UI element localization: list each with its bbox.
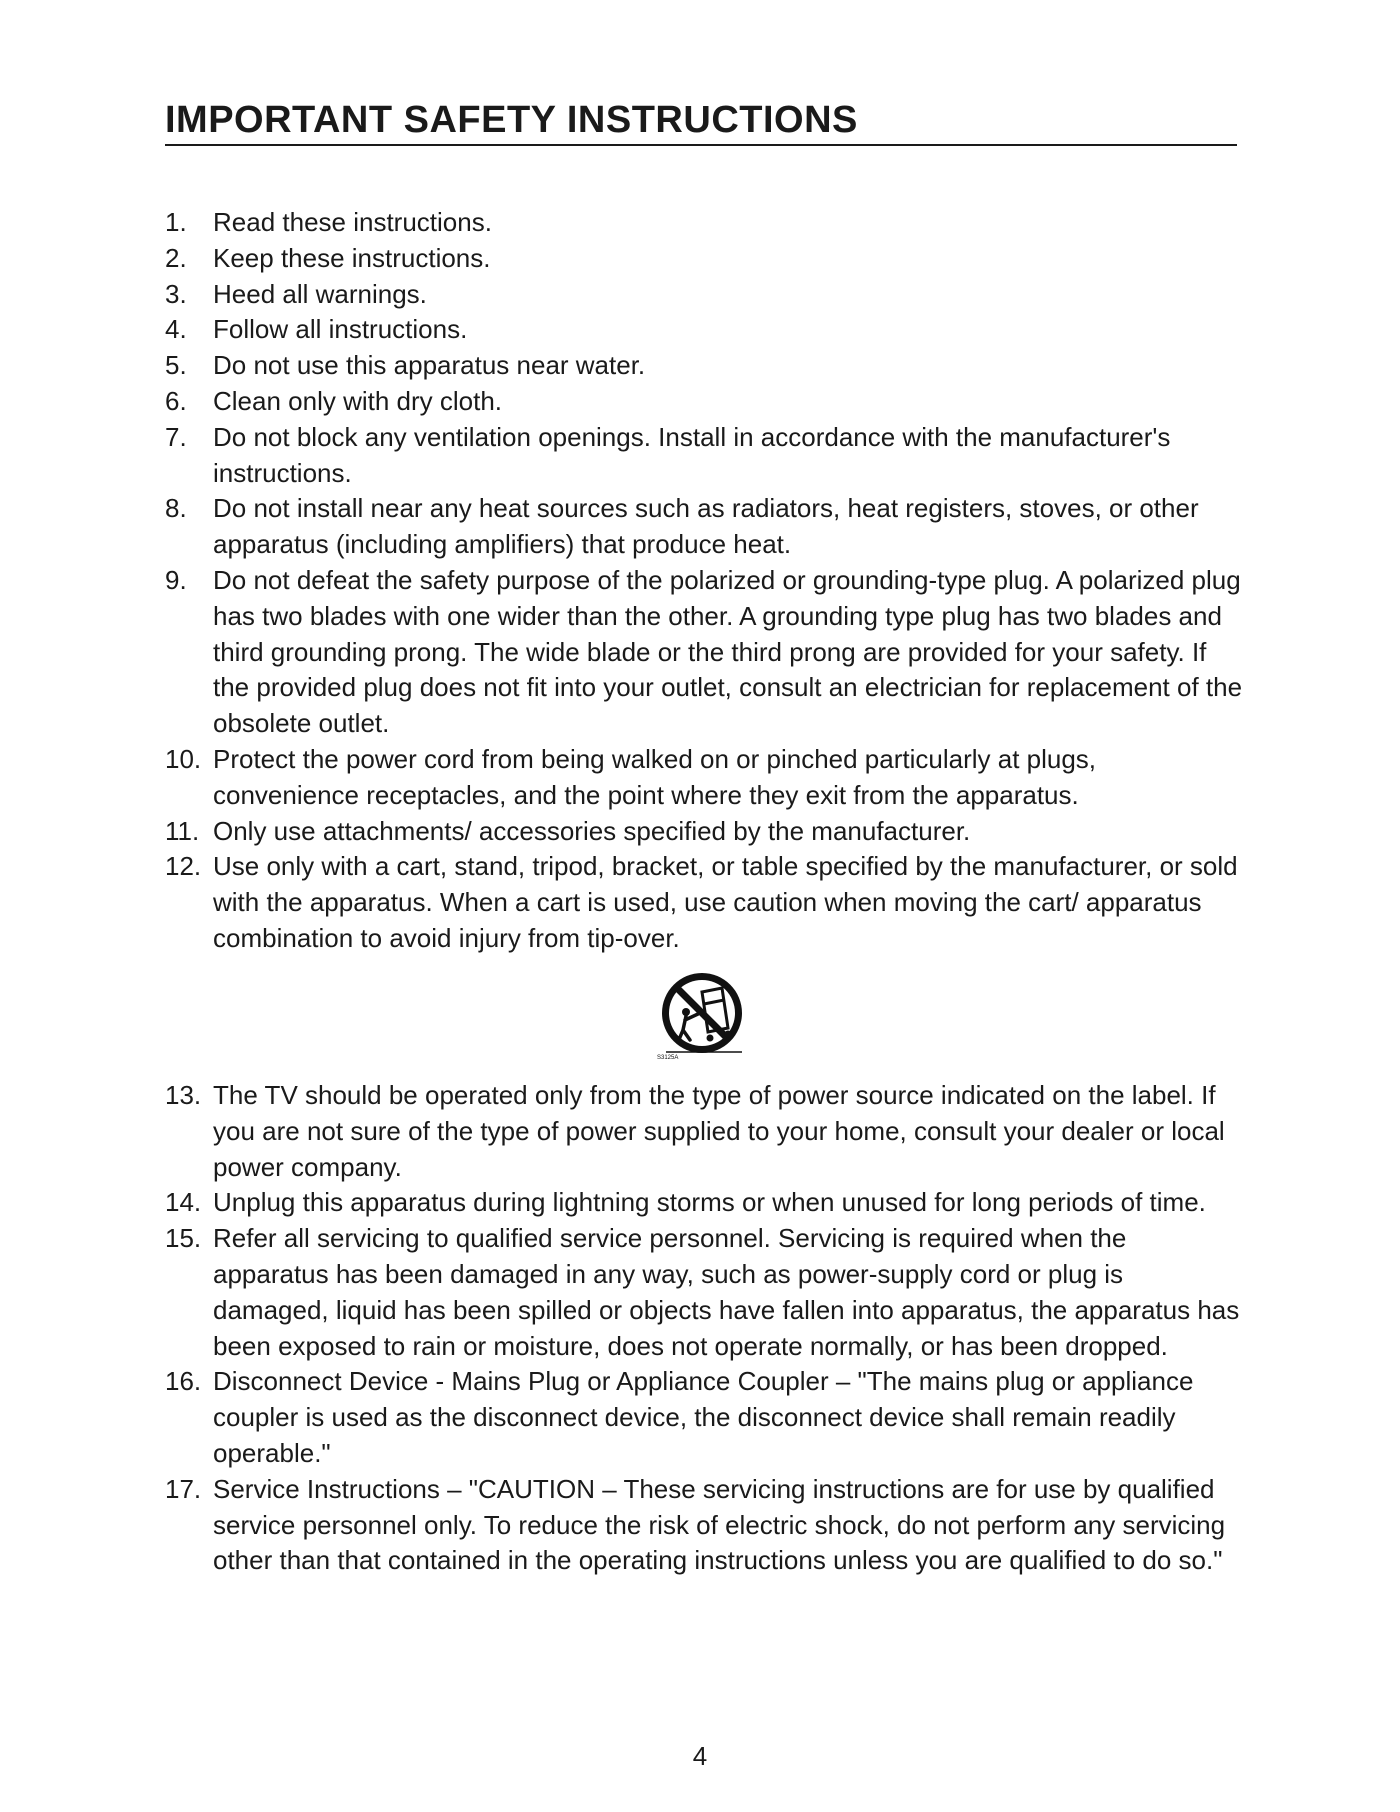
item-text: Protect the power cord from being walked on or pinched particularly at plugs, convenience receptacles, and the point where they exit from the apparatus. bbox=[213, 743, 1097, 810]
list-item bbox=[165, 1472, 1245, 1579]
list-item bbox=[165, 384, 1245, 420]
list-item bbox=[165, 491, 1245, 563]
item-text: Service Instructions – "CAUTION – These servicing instructions are for use by qualified service personnel only. To reduce the risk of electric shock, do not perform any servicing other than that contained in the operating instructions unless you are qualified to do so." bbox=[213, 1473, 1226, 1576]
item-number: 3. bbox=[165, 278, 187, 309]
item-number: 1. bbox=[165, 207, 187, 237]
instruction-list-part2 bbox=[165, 1078, 1245, 1579]
item-text: Use only with a cart, stand, tripod, bracket, or table specified by the manufacturer, or sold with the apparatus. When a cart is used, use caution when moving the cart/ apparatus combination to avoid injury from tip-over. bbox=[213, 851, 1238, 953]
item-number: 7. bbox=[165, 421, 187, 452]
item-text: Do not install near any heat sources such as radiators, heat registers, stoves, or other apparatus (including amplifiers) that produce heat. bbox=[213, 493, 1199, 560]
item-number: 2. bbox=[165, 242, 187, 273]
list-item bbox=[165, 1078, 1245, 1185]
item-text: Heed all warnings. bbox=[213, 278, 427, 309]
item-text: Do not use this apparatus near water. bbox=[213, 350, 646, 381]
item-text: Disconnect Device - Mains Plug or Appliance Coupler – "The mains plug or appliance coupler is used as the disconnect device, the disconnect device shall remain readily operable." bbox=[213, 1366, 1194, 1468]
list-item bbox=[165, 348, 1245, 384]
cart-tip-over-warning-icon bbox=[652, 970, 752, 1062]
item-number: 4. bbox=[165, 314, 187, 345]
item-text: Do not defeat the safety purpose of the polarized or grounding-type plug. A polarized plug has two blades with one wider than the other. A grounding type plug has two blades and third grounding prong. The wide blade or the third prong are provided for your safety. If the provided plug does not fit into your outlet, consult an electrician for replacement of the obsolete outlet. bbox=[213, 564, 1243, 739]
item-number: 9. bbox=[165, 564, 187, 595]
item-number: 5. bbox=[165, 350, 187, 381]
item-text: Unplug this apparatus during lightning storms or when unused for long periods of time. bbox=[213, 1187, 1206, 1218]
item-text: Follow all instructions. bbox=[213, 314, 468, 345]
list-item bbox=[165, 312, 1245, 348]
title-divider bbox=[165, 144, 1237, 146]
list-item bbox=[165, 420, 1245, 492]
list-item bbox=[165, 849, 1245, 956]
item-number: 11. bbox=[165, 815, 200, 846]
cart-symbol-code: S3125A bbox=[657, 1055, 679, 1061]
list-item bbox=[165, 814, 1245, 850]
item-text: Read these instructions. bbox=[213, 207, 492, 237]
item-text: Clean only with dry cloth. bbox=[213, 385, 503, 416]
page-number: 4 bbox=[692, 1741, 708, 1771]
item-text: Do not block any ventilation openings. Install in accordance with the manufacturer's instructions. bbox=[213, 421, 1171, 488]
item-number: 12. bbox=[165, 851, 202, 882]
item-text: Only use attachments/ accessories specified by the manufacturer. bbox=[213, 815, 971, 846]
list-item bbox=[165, 742, 1245, 814]
item-number: 14. bbox=[165, 1187, 202, 1218]
item-number: 10. bbox=[165, 743, 202, 774]
item-number: 13. bbox=[165, 1080, 202, 1110]
item-number: 8. bbox=[165, 493, 187, 524]
list-item bbox=[165, 277, 1245, 313]
item-text: Keep these instructions. bbox=[213, 242, 491, 273]
list-item bbox=[165, 563, 1245, 742]
page-title: IMPORTANT SAFETY INSTRUCTIONS bbox=[165, 99, 858, 141]
list-item bbox=[165, 1364, 1245, 1471]
instruction-list-part1 bbox=[165, 205, 1245, 957]
item-number: 16. bbox=[165, 1366, 202, 1397]
item-text: Refer all servicing to qualified service personnel. Servicing is required when the apparatus has been damaged in any way, such as power-supply cord or plug is damaged, liquid has been spilled or objects have fallen into apparatus, the apparatus has been exposed to rain or moisture, does not operate normally, or has been dropped. bbox=[213, 1223, 1240, 1361]
item-number: 6. bbox=[165, 385, 187, 416]
item-number: 15. bbox=[165, 1223, 202, 1254]
item-text: The TV should be operated only from the type of power source indicated on the label. If you are not sure of the type of power supplied to your home, consult your dealer or local power company. bbox=[213, 1080, 1225, 1182]
list-item bbox=[165, 241, 1245, 277]
item-number: 17. bbox=[165, 1473, 202, 1504]
list-item bbox=[165, 1221, 1245, 1364]
list-item bbox=[165, 1185, 1245, 1221]
list-item bbox=[165, 205, 1245, 241]
